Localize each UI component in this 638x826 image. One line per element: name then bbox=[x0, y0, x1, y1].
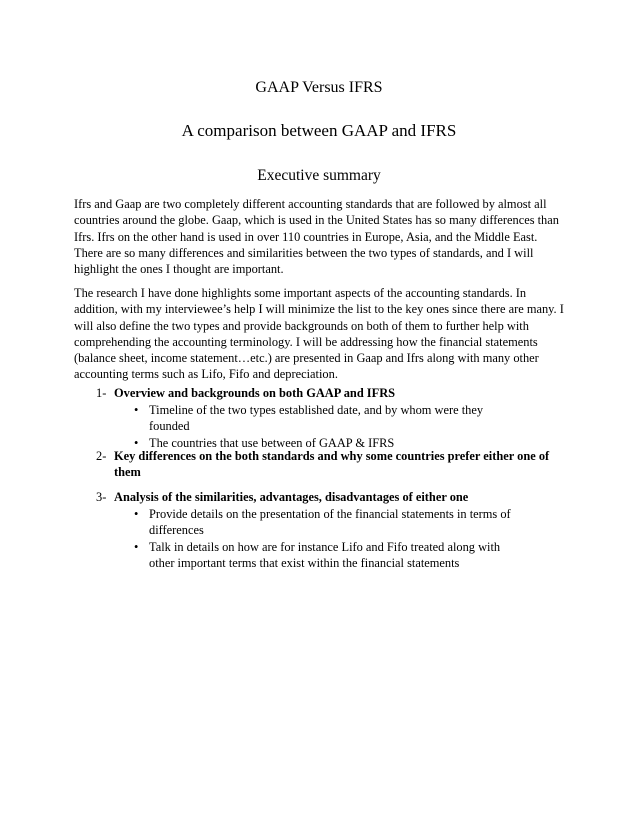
bullet-text: The countries that use between of GAAP & IFRS bbox=[149, 435, 395, 450]
outline-number: 3- bbox=[96, 490, 107, 504]
summary-paragraph-2: The research I have done highlights some important aspects of the accounting standards. In addition, with my interviewee’s help I will minimize the list to the key ones since there are many. I will also define the two types and provide backgrounds on both of them to further help with comprehending the accounting terminology. I will be addressing how the financial statements (balance sheet, income statement…etc.) are presented in Gaap and Ifrs along with many other accounting terms such as Lifo, Fifo and depreciation. bbox=[74, 286, 564, 382]
outline-heading: Key differences on the both standards and why some countries prefer either one of them bbox=[114, 449, 550, 480]
outline-number: 2- bbox=[96, 449, 107, 463]
outline-heading: Analysis of the similarities, advantages, disadvantages of either one bbox=[114, 490, 469, 504]
bullet-item bbox=[74, 539, 521, 572]
bullet-item bbox=[74, 402, 521, 435]
bullet-icon: • bbox=[134, 435, 139, 450]
bullet-icon: • bbox=[134, 539, 139, 554]
document-title: GAAP Versus IFRS bbox=[255, 79, 383, 96]
bullet-icon: • bbox=[134, 507, 139, 521]
summary-paragraph-1: Ifrs and Gaap are two completely different accounting standards that are followed by almost all countries around the globe. Gaap, which is used in the United States has so many differences than Ifrs. Ifrs on the other hand is used in over 110 countries in Europe, Asia, and the Middle East. There are so many differences and similarities between the two types of standards, and I will highlight the ones I thought are important. bbox=[74, 197, 559, 277]
bullet-icon: • bbox=[134, 403, 139, 417]
bullet-list bbox=[74, 506, 566, 571]
outline-number: 1- bbox=[96, 386, 107, 400]
bullet-text: Talk in details on how are for instance Lifo and Fifo treated along with other important terms that exist within the financial statements bbox=[149, 539, 501, 570]
bullet-text: Timeline of the two types established date, and by whom were they founded bbox=[149, 403, 484, 434]
bullet-list bbox=[74, 402, 566, 451]
outline-heading: Overview and backgrounds on both GAAP and IFRS bbox=[114, 386, 396, 400]
bullet-item bbox=[74, 506, 521, 539]
section-heading: Executive summary bbox=[257, 167, 381, 184]
bullet-text: Provide details on the presentation of the financial statements in terms of differences bbox=[149, 507, 511, 538]
document-subtitle: A comparison between GAAP and IFRS bbox=[181, 121, 457, 140]
